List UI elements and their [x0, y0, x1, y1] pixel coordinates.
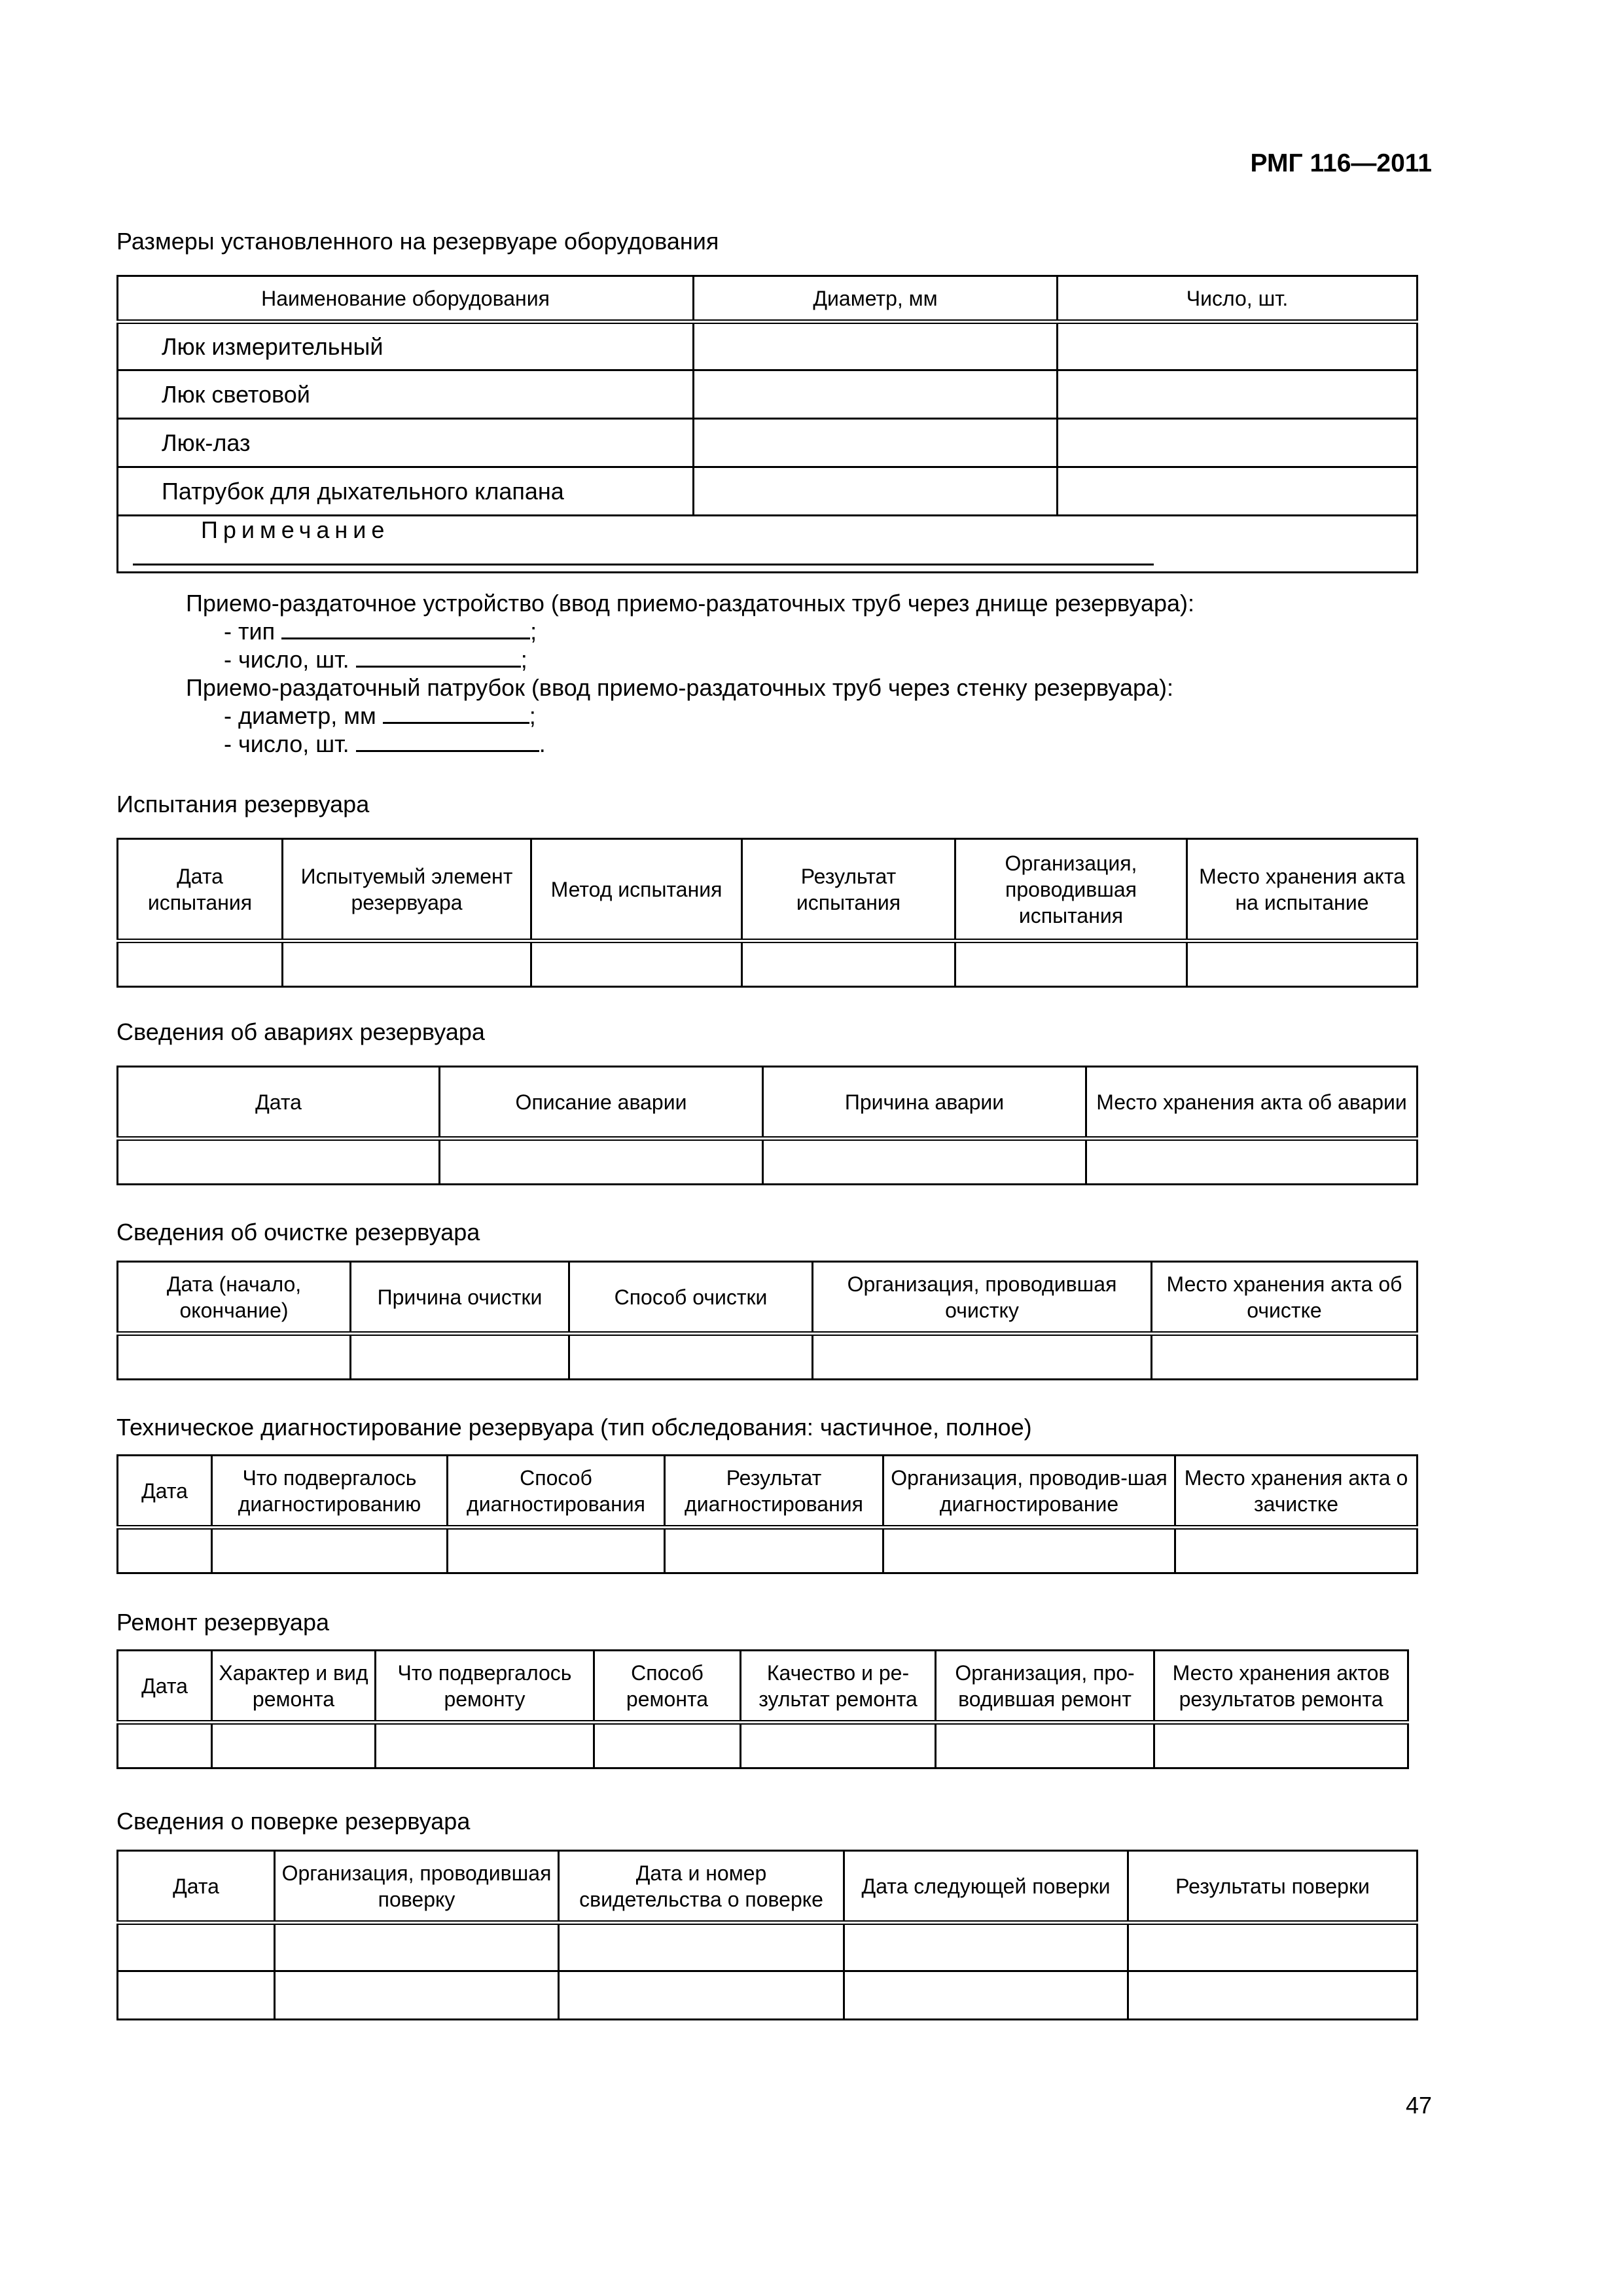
col-header: Результаты поверки [1128, 1851, 1418, 1923]
col-header: Место хранения акта об очистке [1152, 1262, 1418, 1334]
repair-table [116, 1649, 1409, 1769]
table-cell[interactable] [936, 1723, 1154, 1768]
table-cell[interactable] [883, 1528, 1175, 1573]
col-header-count: Число, шт. [1058, 276, 1418, 322]
col-header: Организация, проводившая испытания [955, 839, 1187, 941]
table-cell[interactable] [275, 1923, 559, 1971]
col-header: Причина аварии [763, 1067, 1086, 1139]
table-cell[interactable] [1175, 1528, 1418, 1573]
col-header: Организация, проводившая поверку [275, 1851, 559, 1923]
col-header: Результат испытания [742, 839, 955, 941]
col-header: Место хранения акта об аварии [1086, 1067, 1418, 1139]
type-line: - тип ; [224, 618, 537, 645]
table-cell[interactable] [1058, 467, 1418, 516]
table-cell[interactable] [118, 941, 283, 987]
col-header: Организация, проводив-шая диагностирование [883, 1456, 1175, 1528]
type-blank[interactable] [281, 618, 530, 639]
verification-table [116, 1850, 1418, 2020]
table-cell[interactable] [275, 1971, 559, 2020]
table-cell[interactable] [694, 467, 1058, 516]
table-cell[interactable] [1154, 1723, 1408, 1768]
diagnostics-section-title: Техническое диагностирование резервуара (тип обследования: частичное, полное) [116, 1414, 1032, 1441]
diagnostics-table [116, 1454, 1418, 1574]
table-cell[interactable] [118, 1723, 212, 1768]
note-line[interactable] [133, 544, 1154, 565]
equipment-row-label: Люк световой [118, 370, 694, 419]
equipment-section-title: Размеры установленного на резервуаре оборудования [116, 228, 719, 255]
count-line: - число, шт. ; [224, 646, 527, 673]
table-cell[interactable] [440, 1139, 763, 1185]
table-cell[interactable] [1152, 1334, 1418, 1380]
tests-table [116, 838, 1418, 988]
col-header: Испытуемый элемент резервуара [283, 839, 531, 941]
count2-blank[interactable] [356, 730, 539, 752]
col-header: Место хранения актов результатов ремонта [1154, 1651, 1408, 1723]
equipment-row-label: Люк-лаз [118, 419, 694, 467]
col-header: Качество и ре-зультат ремонта [741, 1651, 936, 1723]
receiving-device-text: Приемо-раздаточное устройство (ввод приемо-раздаточных труб через днище резервуара): [186, 590, 1195, 617]
table-cell[interactable] [844, 1971, 1128, 2020]
table-cell[interactable] [118, 1971, 275, 2020]
table-cell[interactable] [955, 941, 1187, 987]
table-cell[interactable] [844, 1923, 1128, 1971]
table-cell[interactable] [1128, 1971, 1418, 2020]
table-cell[interactable] [1187, 941, 1418, 987]
equipment-row-label: Люк измерительный [118, 322, 694, 370]
table-cell[interactable] [594, 1723, 741, 1768]
equipment-row-label: Патрубок для дыхательного клапана [118, 467, 694, 516]
repair-section-title: Ремонт резервуара [116, 1609, 329, 1636]
table-cell[interactable] [569, 1334, 813, 1380]
col-header: Дата [118, 1067, 440, 1139]
accidents-section-title: Сведения об авариях резервуара [116, 1018, 485, 1045]
col-header: Что подвергалось диагностированию [212, 1456, 448, 1528]
count-blank[interactable] [356, 646, 521, 668]
col-header: Место хранения акта на испытание [1187, 839, 1418, 941]
col-header: Описание аварии [440, 1067, 763, 1139]
table-cell[interactable] [118, 1139, 440, 1185]
col-header: Организация, проводившая очистку [813, 1262, 1152, 1334]
col-header: Дата [118, 1851, 275, 1923]
col-header: Что подвергалось ремонту [376, 1651, 594, 1723]
page-number: 47 [1405, 2092, 1432, 2119]
table-cell[interactable] [212, 1723, 376, 1768]
count2-line: - число, шт. . [224, 730, 546, 757]
col-header: Место хранения акта о зачистке [1175, 1456, 1418, 1528]
col-header-diameter: Диаметр, мм [694, 276, 1058, 322]
table-cell[interactable] [694, 419, 1058, 467]
table-cell[interactable] [118, 1923, 275, 1971]
table-cell[interactable] [1058, 419, 1418, 467]
col-header: Причина очистки [351, 1262, 569, 1334]
col-header: Способ диагностирования [448, 1456, 665, 1528]
col-header: Дата следующей поверки [844, 1851, 1128, 1923]
accidents-table [116, 1066, 1418, 1185]
table-cell[interactable] [1128, 1923, 1418, 1971]
cleaning-section-title: Сведения об очистке резервуара [116, 1219, 480, 1246]
table-cell[interactable] [1058, 370, 1418, 419]
table-cell[interactable] [763, 1139, 1086, 1185]
tests-section-title: Испытания резервуара [116, 791, 370, 817]
equipment-table [116, 275, 1418, 573]
note-label: Примечание [201, 516, 390, 543]
col-header: Организация, про-водившая ремонт [936, 1651, 1154, 1723]
table-cell[interactable] [694, 322, 1058, 370]
col-header: Способ очистки [569, 1262, 813, 1334]
table-cell[interactable] [665, 1528, 883, 1573]
cleaning-table [116, 1261, 1418, 1380]
col-header: Дата [118, 1651, 212, 1723]
table-cell[interactable] [559, 1923, 844, 1971]
diameter-blank[interactable] [383, 702, 529, 724]
table-cell[interactable] [1058, 322, 1418, 370]
col-header: Дата испытания [118, 839, 283, 941]
table-cell[interactable] [813, 1334, 1152, 1380]
verification-section-title: Сведения о поверке резервуара [116, 1808, 471, 1835]
receiving-device-block [116, 589, 1194, 758]
col-header: Дата [118, 1456, 212, 1528]
note-row [118, 516, 1418, 573]
document-code: РМГ 116—2011 [1250, 149, 1432, 177]
table-cell[interactable] [742, 941, 955, 987]
col-header: Характер и вид ремонта [212, 1651, 376, 1723]
table-cell[interactable] [1086, 1139, 1418, 1185]
table-cell[interactable] [118, 1528, 212, 1573]
receiving-pipe-text: Приемо-раздаточный патрубок (ввод приемо-раздаточных труб через стенку резервуара): [186, 674, 1174, 701]
col-header: Метод испытания [531, 839, 742, 941]
table-cell[interactable] [283, 941, 531, 987]
col-header-equipment-name: Наименование оборудования [118, 276, 694, 322]
table-cell[interactable] [694, 370, 1058, 419]
table-cell[interactable] [559, 1971, 844, 2020]
col-header: Дата и номер свидетельства о поверке [559, 1851, 844, 1923]
table-cell[interactable] [351, 1334, 569, 1380]
diameter-line: - диаметр, мм ; [224, 702, 536, 729]
table-cell[interactable] [118, 1334, 351, 1380]
col-header: Результат диагностирования [665, 1456, 883, 1528]
col-header: Способ ремонта [594, 1651, 741, 1723]
table-cell[interactable] [531, 941, 742, 987]
col-header: Дата (начало, окончание) [118, 1262, 351, 1334]
table-cell[interactable] [376, 1723, 594, 1768]
table-cell[interactable] [212, 1528, 448, 1573]
table-cell[interactable] [741, 1723, 936, 1768]
table-cell[interactable] [448, 1528, 665, 1573]
